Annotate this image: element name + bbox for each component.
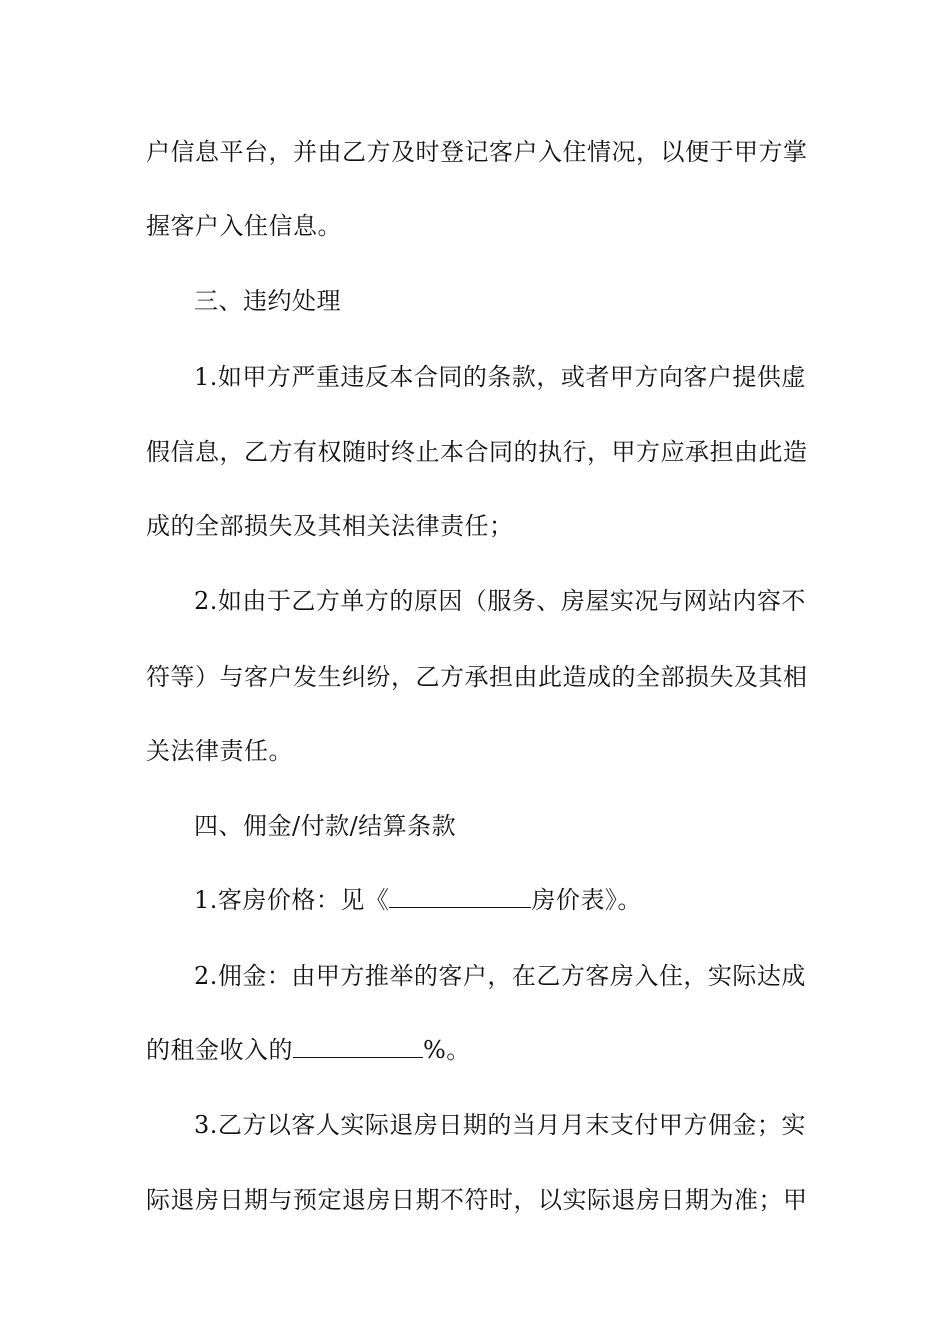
paragraph-line: 假信息，乙方有权随时终止本合同的执行，甲方应承担由此造 [146,438,808,466]
rate-line-prefix: 的租金收入的 [146,1036,293,1064]
rate-line-suffix: %。 [423,1036,471,1064]
price-table-name-blank[interactable] [389,885,531,908]
paragraph-line: 关法律责任。 [146,737,293,765]
section-heading-breach: 三、违约处理 [194,287,341,315]
clause-3-2: 2.如由于乙方单方的原因（服务、房屋实况与网站内容不 [194,587,806,615]
commission-rate-blank[interactable] [293,1035,423,1058]
paragraph-line: 符等）与客户发生纠纷，乙方承担由此造成的全部损失及其相 [146,663,808,691]
clause-4-1 [194,885,642,915]
paragraph-line: 握客户入住信息。 [146,212,342,240]
price-line-suffix: 房价表》。 [531,886,642,914]
clause-4-3: 3.乙方以客人实际退房日期的当月月末支付甲方佣金；实 [194,1111,806,1139]
price-line-prefix: 1.客房价格：见《 [194,886,390,914]
paragraph-line: 际退房日期与预定退房日期不符时，以实际退房日期为准；甲 [146,1186,808,1214]
clause-4-2: 2.佣金：由甲方推举的客户，在乙方客房入住，实际达成 [194,962,806,990]
paragraph-line: 户信息平台，并由乙方及时登记客户入住情况，以便于甲方掌 [146,138,808,166]
paragraph-line: 成的全部损失及其相关法律责任； [146,512,514,540]
clause-3-1: 1.如甲方严重违反本合同的条款，或者甲方向客户提供虚 [194,363,806,391]
section-heading-commission: 四、佣金/付款/结算条款 [194,812,457,840]
commission-rate-line [146,1035,471,1065]
